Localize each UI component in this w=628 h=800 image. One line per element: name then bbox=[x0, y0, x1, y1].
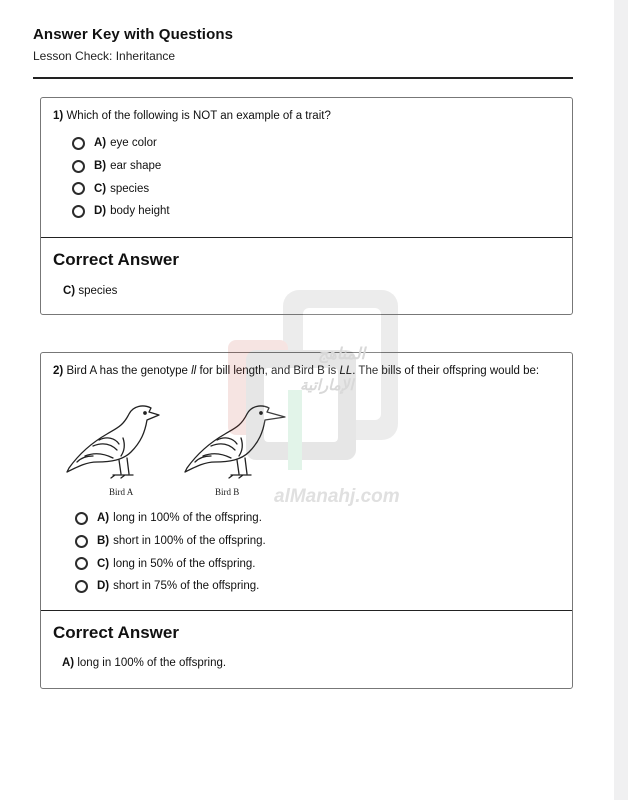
birds-figure bbox=[63, 398, 323, 498]
header-divider bbox=[33, 77, 573, 79]
option-label: short in 100% of the offspring. bbox=[113, 535, 266, 548]
option-label: long in 50% of the offspring. bbox=[113, 557, 256, 570]
answer-letter: A) bbox=[62, 657, 75, 669]
page-title: Answer Key with Questions bbox=[33, 26, 234, 43]
answer-letter: C) bbox=[63, 285, 76, 297]
option-label: body height bbox=[110, 205, 170, 218]
option-letter: D) bbox=[97, 580, 110, 593]
radio-button[interactable] bbox=[72, 205, 85, 218]
options-list bbox=[72, 132, 572, 223]
option-b[interactable] bbox=[75, 530, 266, 553]
option-a[interactable] bbox=[75, 507, 266, 530]
option-letter: A) bbox=[94, 137, 107, 150]
option-label: species bbox=[110, 182, 150, 195]
question-prompt-end: . The bills of their offspring would be: bbox=[352, 365, 540, 377]
scrollbar-track[interactable] bbox=[614, 0, 628, 800]
question-prompt-middle: for bill length, and Bird B is bbox=[196, 365, 340, 377]
option-label: ear shape bbox=[110, 160, 162, 173]
option-letter: C) bbox=[97, 557, 110, 570]
question-prompt: Which of the following is NOT an example of a trait? bbox=[66, 110, 331, 122]
bird-b-drawing bbox=[185, 406, 285, 478]
options-list bbox=[75, 507, 266, 598]
bird-a-label: Bird A bbox=[109, 487, 134, 497]
watermark-site: alManahj.com bbox=[274, 486, 400, 507]
document-header bbox=[33, 26, 573, 63]
bird-b-label: Bird B bbox=[215, 487, 240, 497]
option-label: eye color bbox=[110, 137, 157, 150]
radio-button[interactable] bbox=[72, 160, 85, 173]
question-number: 1) bbox=[53, 110, 64, 122]
correct-answer-heading: Correct Answer bbox=[53, 623, 179, 642]
bird-a-drawing bbox=[67, 406, 159, 478]
radio-button[interactable] bbox=[75, 535, 88, 548]
question-card-1 bbox=[40, 97, 573, 315]
option-a[interactable] bbox=[72, 132, 572, 155]
option-label: long in 100% of the offspring. bbox=[113, 512, 262, 525]
radio-button[interactable] bbox=[72, 182, 85, 195]
option-label: short in 75% of the offspring. bbox=[113, 580, 260, 593]
correct-answer-text bbox=[63, 285, 117, 297]
question-number: 2) bbox=[53, 365, 64, 377]
answer-divider bbox=[41, 237, 572, 238]
radio-button[interactable] bbox=[75, 512, 88, 525]
watermark-arabic-2: الإماراتية bbox=[300, 377, 354, 394]
radio-button[interactable] bbox=[72, 137, 85, 150]
correct-answer-heading: Correct Answer bbox=[53, 250, 179, 269]
radio-button[interactable] bbox=[75, 580, 88, 593]
option-c[interactable] bbox=[75, 552, 266, 575]
watermark-arabic-1: المناهج bbox=[318, 346, 366, 363]
option-letter: A) bbox=[97, 512, 110, 525]
option-letter: C) bbox=[94, 182, 107, 195]
question-text bbox=[41, 98, 572, 123]
option-letter: B) bbox=[97, 535, 110, 548]
option-d[interactable] bbox=[72, 200, 572, 223]
option-d[interactable] bbox=[75, 575, 266, 598]
page-subtitle: Lesson Check: Inheritance bbox=[33, 49, 176, 63]
radio-button[interactable] bbox=[75, 557, 88, 570]
option-letter: B) bbox=[94, 160, 107, 173]
option-b[interactable] bbox=[72, 155, 572, 178]
genotype-a: ll bbox=[191, 365, 197, 377]
answer-label: long in 100% of the offspring. bbox=[77, 657, 227, 669]
option-c[interactable] bbox=[72, 177, 572, 200]
question-text bbox=[41, 353, 572, 378]
genotype-b: LL bbox=[339, 365, 353, 377]
question-prompt-start: Bird A has the genotype bbox=[66, 365, 192, 377]
question-card-2 bbox=[40, 352, 573, 689]
answer-label: species bbox=[78, 285, 118, 297]
option-letter: D) bbox=[94, 205, 107, 218]
answer-divider bbox=[41, 610, 572, 611]
correct-answer-text bbox=[62, 657, 226, 669]
birds-illustration bbox=[63, 398, 323, 498]
